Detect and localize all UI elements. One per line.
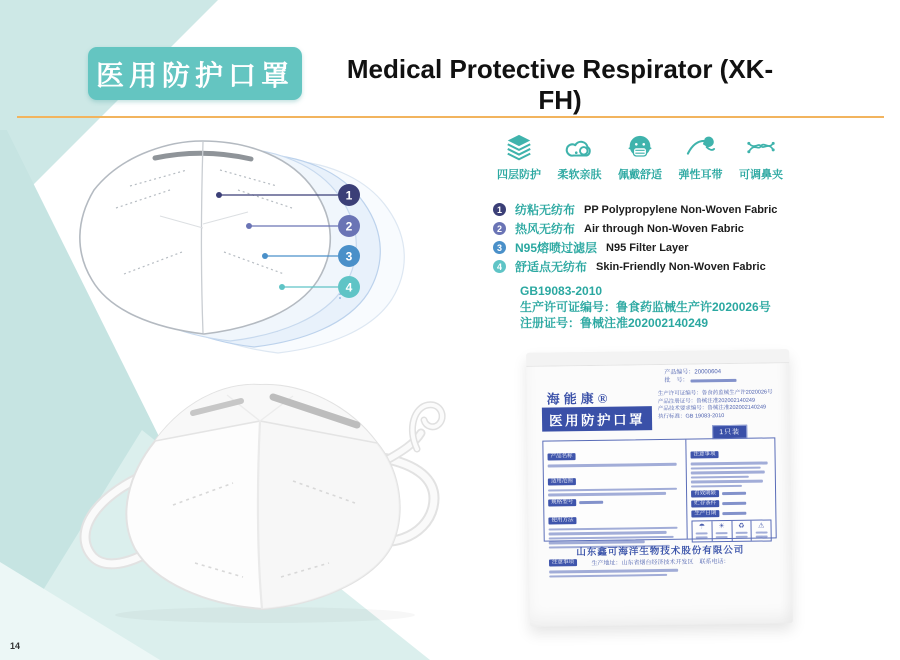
product-name-badge: 医用防护口罩 — [88, 47, 302, 100]
keep-dry-icon: ☂ — [692, 521, 712, 541]
layer-name-cn: 舒适点无纺布 — [515, 260, 588, 274]
mask-product-photo — [55, 363, 455, 628]
fine-print-line — [549, 531, 667, 535]
section-chip: 生产日期 — [691, 510, 719, 517]
standard-number: GB19083-2010 — [520, 284, 603, 298]
fine-print-line — [691, 480, 763, 484]
fine-print-line — [549, 526, 678, 530]
section-chip: 使用方法 — [548, 517, 576, 524]
svg-text:1: 1 — [345, 188, 353, 203]
layer-row-4 — [493, 260, 777, 273]
mask-face-icon — [625, 133, 655, 163]
four-layers-icon — [504, 133, 534, 163]
fine-print-line — [548, 487, 677, 491]
divider-line — [17, 116, 884, 118]
package-brand: 海能康® — [546, 390, 612, 407]
package-top-fold — [526, 349, 789, 367]
diagram-layer-1 — [80, 141, 330, 334]
section-chip: 贮存条件 — [691, 500, 719, 507]
feature-four-layers — [490, 133, 548, 182]
mask-layers-diagram — [52, 128, 476, 356]
keep-from-sunlight-icon: ☀ — [712, 521, 732, 541]
layer-name-en: Skin-Friendly Non-Woven Fabric — [596, 260, 766, 273]
feature-label: 弹性耳带 — [678, 169, 723, 181]
fine-print-line — [548, 463, 677, 467]
page-title: Medical Protective Respirator (XK-FH) — [346, 54, 774, 115]
section-chip: 注意事项 — [549, 559, 577, 566]
layer-name-cn: 纺粘无纺布 — [515, 203, 576, 217]
recyclable-icon: ♻ — [732, 521, 752, 541]
svg-text:3: 3 — [345, 249, 353, 264]
layer-name-en: N95 Filter Layer — [606, 241, 689, 254]
package-license-info: 生产许可证编号：鲁食药监械生产许2020026号 产品注册证号：鲁械注准202002140249 产品技术要求编号：鲁械注准202002140249 执行标准：GB 19083-2010 — [657, 389, 773, 420]
fine-print-line — [691, 484, 742, 487]
product-number-line: 产品编号：20000604 — [664, 369, 722, 376]
manufacturer-name: 山东鑫可海洋生物技术股份有限公司 — [576, 544, 745, 559]
layer-row-2 — [493, 222, 777, 235]
nose-clip-icon — [746, 133, 776, 163]
registration-number: 注册证号：鲁械注准202002140249 — [520, 316, 709, 330]
feature-icons-row — [490, 133, 790, 182]
fine-print-line — [691, 471, 765, 475]
layer-row-1 — [493, 203, 777, 216]
section-chip: 规格型号 — [548, 499, 576, 506]
package-count-badge: 1只装 — [712, 425, 747, 439]
feature-earloop — [672, 133, 730, 182]
layer-row-3 — [493, 241, 777, 254]
layer-number: 2 — [493, 222, 506, 235]
elastic-earloop-icon — [686, 133, 716, 163]
package-title: 医用防护口罩 — [542, 406, 652, 432]
page-number: 14 — [10, 641, 21, 651]
feature-label: 佩戴舒适 — [618, 169, 662, 181]
feature-label: 柔软亲肤 — [557, 169, 602, 181]
section-chip: 有效期限 — [691, 490, 719, 497]
section-chip: 注意事项 — [690, 451, 718, 458]
product-package — [526, 349, 793, 627]
feature-nose-clip — [732, 133, 790, 182]
layer-number: 4 — [493, 260, 506, 273]
fine-print-line — [548, 492, 666, 496]
instructions-right-column — [686, 438, 775, 538]
section-chip: 适用范围 — [548, 478, 576, 485]
layer-name-cn: 热风无纺布 — [515, 222, 576, 236]
fine-print-line — [549, 569, 678, 573]
section-chip: 产品名称 — [548, 453, 576, 460]
svg-text:2: 2 — [345, 219, 353, 234]
feature-label: 可调鼻夹 — [739, 169, 783, 181]
fine-print-line — [691, 466, 761, 469]
fine-print-line — [691, 475, 749, 478]
package-product-number — [664, 367, 778, 385]
caution-icon: ⚠ — [752, 520, 771, 540]
fine-print-line — [691, 461, 768, 465]
package-symbols-table — [691, 519, 771, 542]
layers-legend — [493, 203, 777, 279]
layer-name-en: Air through Non-Woven Fabric — [584, 222, 744, 235]
certification-block — [520, 283, 771, 331]
feature-comfort — [611, 133, 669, 182]
production-license: 生产许可证编号：鲁食药监械生产许2020026号 — [520, 300, 771, 314]
feature-soft-skin — [551, 133, 609, 182]
batch-number-value — [690, 378, 736, 382]
fine-print-line — [549, 535, 674, 539]
layer-name-en: PP Polypropylene Non-Woven Fabric — [584, 203, 778, 216]
feature-label: 四层防护 — [497, 169, 541, 181]
layer-number: 1 — [493, 203, 506, 216]
layer-name-cn: N95熔喷过滤层 — [515, 241, 598, 255]
soft-cloud-icon — [565, 133, 595, 163]
batch-number-label: 批 号： — [664, 377, 689, 384]
manufacturer-address: 生产地址：山东省烟台经济技术开发区 联系电话： — [591, 559, 730, 567]
svg-text:4: 4 — [345, 280, 353, 295]
fine-print-line — [549, 573, 667, 577]
layer-number: 3 — [493, 241, 506, 254]
